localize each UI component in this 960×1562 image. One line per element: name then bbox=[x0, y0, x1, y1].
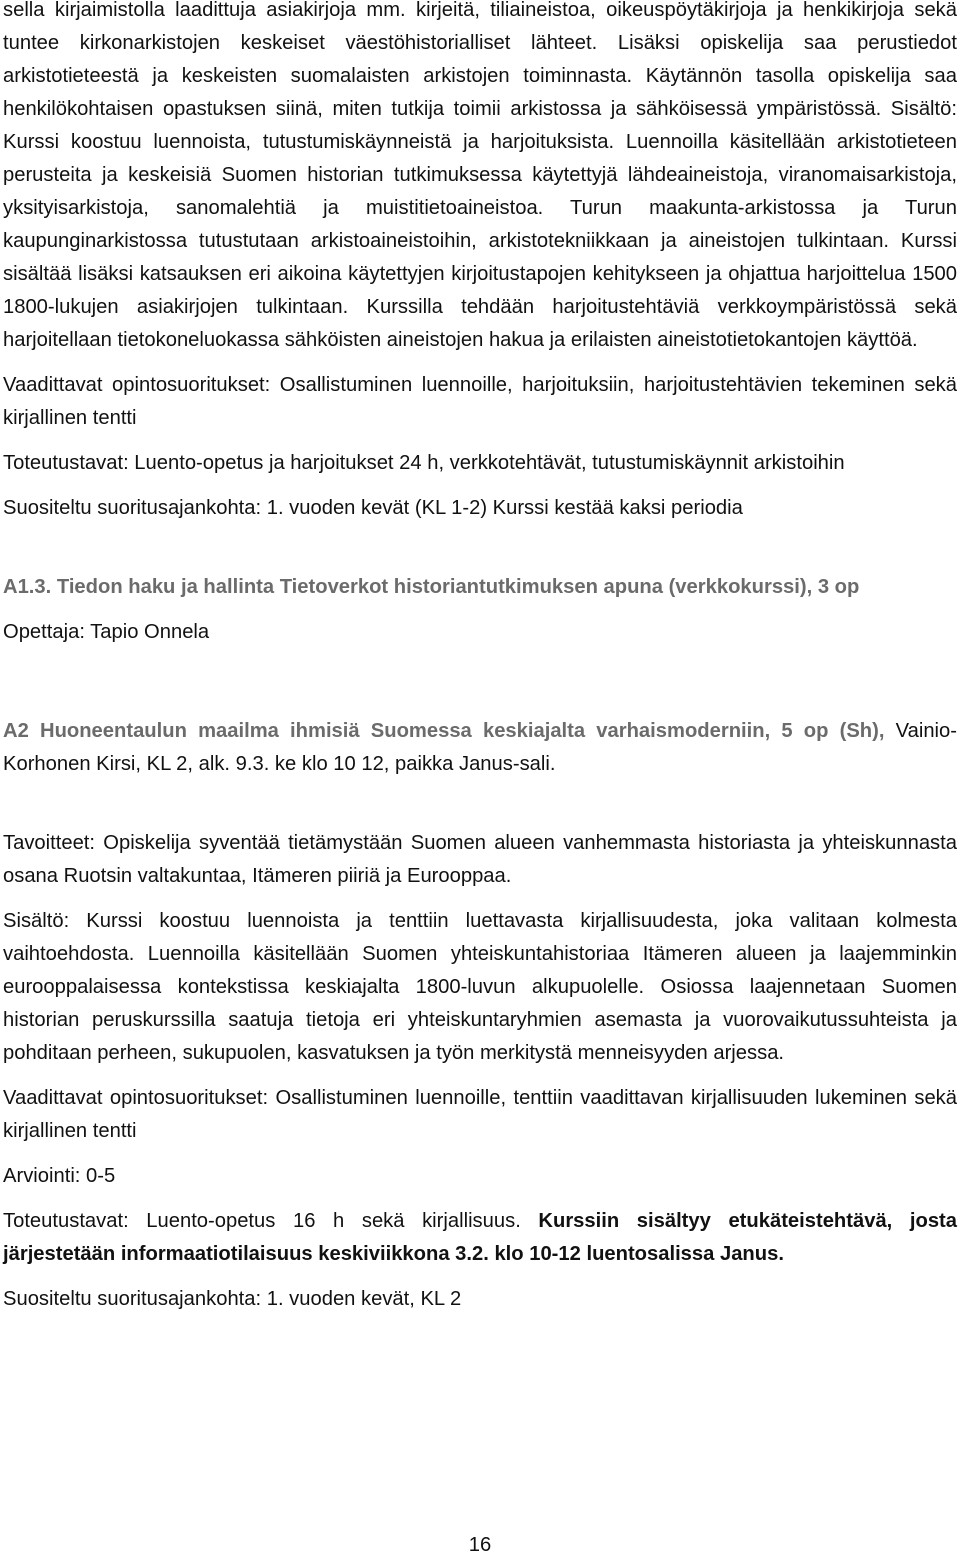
course-a2-delivery-paragraph bbox=[3, 1205, 957, 1271]
page-number: 16 bbox=[468, 1534, 492, 1556]
course-a2-grading: Arviointi: 0-5 bbox=[3, 1165, 116, 1187]
course-a2-title: A2 Huoneentaulun maailma ihmisiä Suomessa keskiajalta varhaismoderniin, 5 op (Sh), bbox=[3, 720, 885, 742]
course-a2-requirements: Vaadittavat opintosuoritukset: Osallistuminen luennoille, tenttiin vaadittavan kirjallisuuden lukeminen sekä kirjallinen tentti bbox=[3, 1087, 957, 1142]
course-a2-content: Sisältö: Kurssi koostuu luennoista ja tenttiin luettavasta kirjallisuudesta, joka valitaan kolmesta vaihtoehdosta. Luennoilla käsitellään Suomen yhteiskuntahistoriaa Itämeren alueen ja laajemminkin eurooppalaisessa kontekstissa keskiajalta 1800-luvun alkupuolelle. Osiossa laajennetaan Suomen historian peruskurssilla saatuja tietoja eri yhteiskuntaryhmien asemasta ja vuorovaikutussuhteista ja pohditaan perheen, sukupuolen, kasvatuksen ja työn merkitystä menneisyyden arjessa. bbox=[3, 910, 957, 1064]
intro-paragraph: sella kirjaimistolla laadittuja asiakirjoja mm. kirjeitä, tiliaineistoa, oikeuspöytäkirjoja ja henkikirjoja sekä tuntee kirkonarkistojen keskeiset väestöhistorialliset lähteet. Lisäksi opiskelija saa perustiedot arkistotieteestä ja keskeisten suomalaisten arkistojen toiminnasta. Käytännön tasolla opiskelija saa henkilökohtaisen opastuksen siinä, miten tutkija toimii arkistossa ja sähköisessä ympäristössä. Sisältö: Kurssi koostuu luennoista, tutustumiskäynneistä ja harjoituksista. Luennoilla käsitellään arkistotieteen perusteita ja keskeisiä Suomen historian tutkimuksessa käytettyjä lähdeaineistoja, viranomaisarkistoja, yksityisarkistoja, sanomalehtiä ja muistitietoaineistoa. Turun maakunta-arkistossa ja Turun kaupunginarkistossa tutustutaan arkistoaineistoihin, arkistotekniikkaan ja aineistojen tulkintaan. Kurssi sisältää lisäksi katsauksen eri aikoina käytettyjen kirjoitustapojen kehitykseen ja ohjattua harjoittelua 1500 1800-lukujen asiakirjojen tulkintaan. Kurssilla tehdään harjoitustehtäviä verkkoympäristössä sekä harjoitellaan tietokoneluokassa sähköisten aineistojen hakua ja erilaisten aineistotietokantojen käyttöä. bbox=[3, 0, 957, 351]
course-a2-goals: Tavoitteet: Opiskelija syventää tietämystään Suomen alueen vanhemmasta historiasta ja yhteiskunnasta osana Ruotsin valtakuntaa, Itämeren piiriä ja Eurooppaa. bbox=[3, 832, 957, 887]
requirements-paragraph: Vaadittavat opintosuoritukset: Osallistuminen luennoille, harjoituksiin, harjoitustehtävien tekeminen sekä kirjallinen tentti bbox=[3, 374, 957, 429]
course-a2-timing: Suositeltu suoritusajankohta: 1. vuoden kevät, KL 2 bbox=[3, 1288, 462, 1310]
course-a2-heading bbox=[3, 715, 957, 781]
course-a2-details: Vainio-Korhonen Kirsi, KL 2, alk. 9.3. ke klo 10 12, paikka Janus-sali. bbox=[3, 720, 957, 775]
course-a2-delivery-note: Kurssiin sisältyy etukäteistehtävä, josta järjestetään informaatiotilaisuus keskiviikkona 3.2. klo 10-12 luentosalissa Janus. bbox=[3, 1210, 957, 1265]
timing-paragraph: Suositeltu suoritusajankohta: 1. vuoden kevät (KL 1-2) Kurssi kestää kaksi periodia bbox=[3, 497, 743, 519]
course-a13-teacher: Opettaja: Tapio Onnela bbox=[3, 621, 210, 643]
course-a2-delivery: Toteutustavat: Luento-opetus 16 h sekä kirjallisuus. bbox=[3, 1210, 521, 1232]
course-a13-title: A1.3. Tiedon haku ja hallinta Tietoverkot historiantutkimuksen apuna (verkkokurssi), 3 op bbox=[3, 576, 860, 598]
document-page bbox=[3, 0, 957, 1316]
delivery-paragraph: Toteutustavat: Luento-opetus ja harjoitukset 24 h, verkkotehtävät, tutustumiskäynnit arkistoihin bbox=[3, 452, 845, 474]
